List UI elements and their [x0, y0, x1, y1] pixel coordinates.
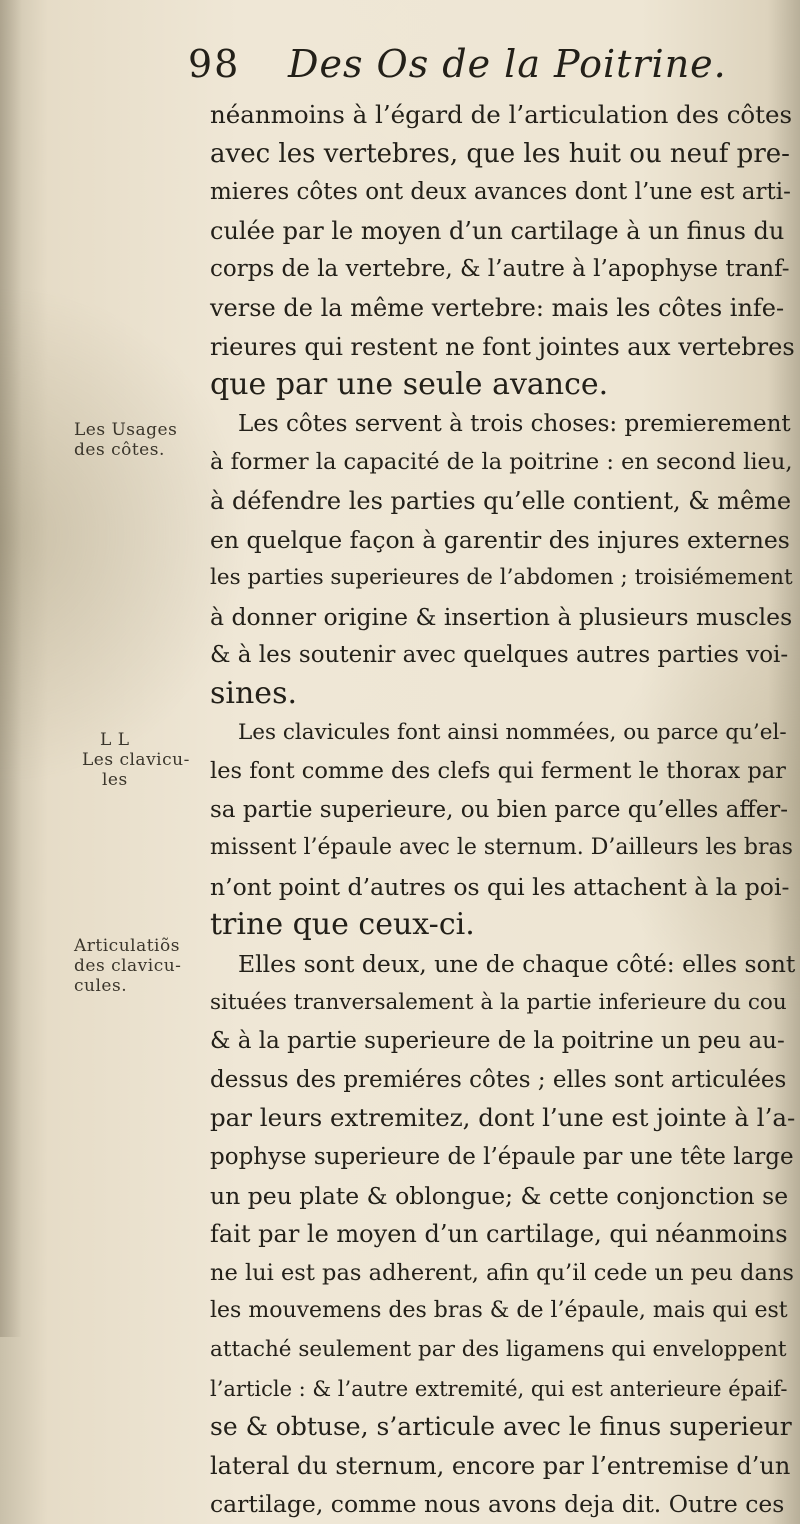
text-line: corps de la vertebre, & l’autre à l’apophyse tranf-: [210, 256, 790, 283]
text-line: dessus des premiéres côtes ; elles sont articulées: [210, 1066, 787, 1093]
text-line: fait par le moyen d’un cartilage, qui néanmoins: [210, 1220, 788, 1249]
margin-note-line: Les Usages: [74, 420, 178, 440]
margin-note-clavicules: [82, 730, 212, 790]
text-line: à défendre les parties qu’elle contient, & même: [210, 486, 792, 515]
text-line: que par une seule avance.: [210, 367, 609, 403]
text-line: lateral du sternum, encore par l’entremise d’un: [210, 1451, 791, 1480]
left-page-shadow: [0, 0, 22, 1337]
running-title: Des Os de la Poitrine.: [288, 42, 727, 86]
margin-note-articulations: [74, 936, 204, 996]
text-line: missent l’épaule avec le sternum. D’ailleurs les bras: [210, 835, 793, 861]
text-line: sines.: [210, 675, 297, 711]
body-text: [210, 96, 795, 1524]
text-line: par leurs extremitez, dont l’une est jointe à l’a-: [210, 1103, 796, 1133]
text-line: n’ont point d’autres os qui les attachent à la poi-: [210, 872, 790, 901]
text-line: trine que ceux-ci.: [210, 907, 475, 943]
page-header: [188, 36, 788, 92]
margin-note-line: Les clavicu-: [82, 750, 190, 770]
margin-note-line: des côtes.: [74, 440, 165, 460]
text-line: à former la capacité de la poitrine : en second lieu,: [210, 449, 793, 476]
text-line: cartilage, comme nous avons deja dit. Outre ces: [210, 1490, 785, 1519]
text-line: attaché seulement par des ligamens qui enveloppent: [210, 1337, 787, 1362]
text-line: néanmoins à l’égard de l’articulation des côtes: [210, 100, 793, 129]
margin-note-usages: [74, 420, 204, 460]
margin-note-line: cules.: [74, 976, 128, 996]
text-line: situées tranversalement à la partie inferieure du cou: [210, 989, 787, 1015]
text-line: rieures qui restent ne font jointes aux vertebres: [210, 332, 795, 361]
text-line: avec les vertebres, que les huit ou neuf pre-: [210, 138, 790, 169]
margin-note-line: les: [102, 770, 128, 790]
text-line: l’article : & l’autre extremité, qui est anterieure épaif-: [210, 1376, 788, 1401]
text-line: & à les soutenir avec quelques autres parties voi-: [210, 642, 789, 669]
text-line: culée par le moyen d’un cartilage à un finus du: [210, 216, 785, 245]
text-line: les font comme des clefs qui ferment le thorax par: [210, 758, 786, 785]
margin-note-line: des clavicu-: [74, 956, 182, 976]
text-line: à donner origine & insertion à plusieurs muscles: [210, 602, 793, 631]
text-line: Les côtes servent à trois choses: premierement: [238, 410, 791, 437]
text-line: pophyse superieure de l’épaule par une tête large: [210, 1144, 794, 1171]
page-number: 98: [188, 42, 241, 86]
text-line: les parties superieures de l’abdomen ; troisiémement: [210, 565, 793, 591]
text-line: ne lui est pas adherent, afin qu’il cede un peu dans: [210, 1259, 794, 1286]
text-line: sa partie superieure, ou bien parce qu’elles affer-: [210, 796, 789, 823]
text-line: verse de la même vertebre: mais les côtes infe-: [210, 293, 785, 322]
text-line: se & obtuse, s’articule avec le finus superieur: [210, 1412, 792, 1442]
text-line: Les clavicules font ainsi nommées, ou parce qu’el-: [238, 719, 787, 745]
text-line: en quelque façon à garentir des injures externes: [210, 525, 790, 554]
margin-note-line: L L: [100, 730, 130, 750]
text-line: un peu plate & oblongue; & cette conjonction se: [210, 1181, 789, 1210]
text-line: mieres côtes ont deux avances dont l’une est arti-: [210, 179, 791, 206]
text-line: & à la partie superieure de la poitrine un peu au-: [210, 1028, 785, 1055]
text-line: les mouvemens des bras & de l’épaule, mais qui est: [210, 1298, 788, 1324]
margin-note-line: Articulatiõs: [74, 936, 180, 956]
text-line: Elles sont deux, une de chaque côté: elles sont: [238, 950, 796, 979]
